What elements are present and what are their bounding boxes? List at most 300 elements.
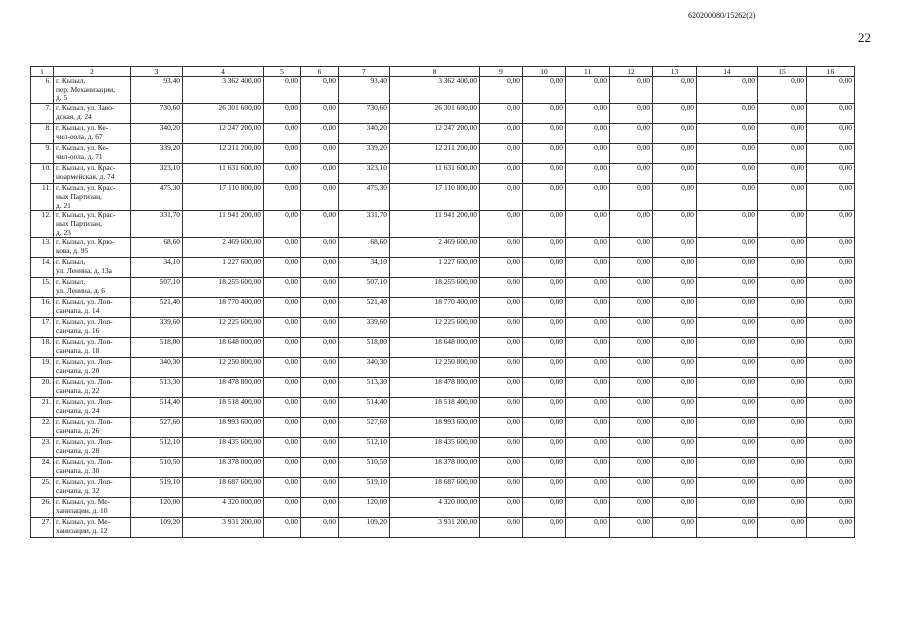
area-cell: 510,50 <box>339 458 390 478</box>
value-cell: 0,00 <box>758 458 807 478</box>
value-cell: 0,00 <box>697 184 758 211</box>
value-cell: 0,00 <box>264 164 301 184</box>
value-cell: 0,00 <box>610 77 653 104</box>
cost-cell: 12 247 200,00 <box>183 124 264 144</box>
value-cell: 0,00 <box>264 238 301 258</box>
value-cell: 0,00 <box>264 458 301 478</box>
cost-cell: 12 225 600,00 <box>390 318 480 338</box>
row-number-cell: 16. <box>31 298 54 318</box>
value-cell: 0,00 <box>653 338 697 358</box>
area-cell: 519,10 <box>339 478 390 498</box>
value-cell: 0,00 <box>523 278 566 298</box>
value-cell: 0,00 <box>480 418 523 438</box>
value-cell: 0,00 <box>523 498 566 518</box>
value-cell: 0,00 <box>758 211 807 238</box>
area-cell: 730,60 <box>131 104 183 124</box>
value-cell: 0,00 <box>480 378 523 398</box>
value-cell: 0,00 <box>523 338 566 358</box>
value-cell: 0,00 <box>653 398 697 418</box>
value-cell: 0,00 <box>758 278 807 298</box>
table-row <box>31 498 855 518</box>
value-cell: 0,00 <box>264 318 301 338</box>
value-cell: 0,00 <box>480 438 523 458</box>
value-cell: 0,00 <box>523 124 566 144</box>
table-row <box>31 298 855 318</box>
cost-cell: 2 469 600,00 <box>390 238 480 258</box>
value-cell: 0,00 <box>653 478 697 498</box>
value-cell: 0,00 <box>610 478 653 498</box>
value-cell: 0,00 <box>566 258 610 278</box>
value-cell: 0,00 <box>523 418 566 438</box>
value-cell: 0,00 <box>610 358 653 378</box>
table-row <box>31 164 855 184</box>
value-cell: 0,00 <box>566 498 610 518</box>
value-cell: 0,00 <box>807 378 855 398</box>
area-cell: 331,70 <box>339 211 390 238</box>
value-cell: 0,00 <box>566 418 610 438</box>
area-cell: 34,10 <box>131 258 183 278</box>
value-cell: 0,00 <box>301 104 339 124</box>
address-cell: г. Кызыл, ул. Ке- чил-оола, д. 71 <box>54 144 131 164</box>
address-cell: г. Кызыл, ул. Ленина, д. 13а <box>54 258 131 278</box>
value-cell: 0,00 <box>264 104 301 124</box>
value-cell: 0,00 <box>758 124 807 144</box>
value-cell: 0,00 <box>610 144 653 164</box>
value-cell: 0,00 <box>807 278 855 298</box>
table-row <box>31 184 855 211</box>
table-row <box>31 478 855 498</box>
cost-cell: 11 941 200,00 <box>390 211 480 238</box>
value-cell: 0,00 <box>610 278 653 298</box>
value-cell: 0,00 <box>610 184 653 211</box>
value-cell: 0,00 <box>807 211 855 238</box>
value-cell: 0,00 <box>697 438 758 458</box>
value-cell: 0,00 <box>301 438 339 458</box>
value-cell: 0,00 <box>758 144 807 164</box>
cost-cell: 11 941 200,00 <box>183 211 264 238</box>
value-cell: 0,00 <box>610 438 653 458</box>
area-cell: 68,60 <box>339 238 390 258</box>
value-cell: 0,00 <box>480 338 523 358</box>
value-cell: 0,00 <box>610 211 653 238</box>
value-cell: 0,00 <box>807 458 855 478</box>
value-cell: 0,00 <box>523 318 566 338</box>
column-header: 2 <box>54 67 131 77</box>
value-cell: 0,00 <box>758 478 807 498</box>
value-cell: 0,00 <box>697 211 758 238</box>
cost-cell: 18 478 800,00 <box>390 378 480 398</box>
value-cell: 0,00 <box>758 258 807 278</box>
cost-cell: 1 227 600,00 <box>390 258 480 278</box>
column-header: 16 <box>807 67 855 77</box>
value-cell: 0,00 <box>697 238 758 258</box>
cost-cell: 18 648 000,00 <box>390 338 480 358</box>
address-cell: г. Кызыл, ул. Ме- ханизации, д. 12 <box>54 518 131 538</box>
value-cell: 0,00 <box>566 184 610 211</box>
column-number-row <box>31 67 855 77</box>
value-cell: 0,00 <box>264 258 301 278</box>
value-cell: 0,00 <box>758 298 807 318</box>
address-cell: г. Кызыл, ул. Крас- ных Партизан, д. 21 <box>54 184 131 211</box>
value-cell: 0,00 <box>807 478 855 498</box>
cost-cell: 18 518 400,00 <box>183 398 264 418</box>
value-cell: 0,00 <box>523 144 566 164</box>
value-cell: 0,00 <box>480 298 523 318</box>
value-cell: 0,00 <box>807 518 855 538</box>
column-header: 3 <box>131 67 183 77</box>
value-cell: 0,00 <box>610 104 653 124</box>
area-cell: 340,30 <box>131 358 183 378</box>
value-cell: 0,00 <box>653 104 697 124</box>
value-cell: 0,00 <box>653 378 697 398</box>
row-number-cell: 20. <box>31 378 54 398</box>
area-cell: 120,00 <box>339 498 390 518</box>
value-cell: 0,00 <box>610 518 653 538</box>
row-number-cell: 11. <box>31 184 54 211</box>
table-row <box>31 278 855 298</box>
value-cell: 0,00 <box>610 398 653 418</box>
value-cell: 0,00 <box>264 358 301 378</box>
cost-cell: 17 110 800,00 <box>390 184 480 211</box>
address-cell: г. Кызыл, ул. Лоп- санчапа, д. 32 <box>54 478 131 498</box>
value-cell: 0,00 <box>264 278 301 298</box>
area-cell: 120,00 <box>131 498 183 518</box>
value-cell: 0,00 <box>758 418 807 438</box>
value-cell: 0,00 <box>264 418 301 438</box>
area-cell: 518,00 <box>339 338 390 358</box>
area-cell: 512,10 <box>131 438 183 458</box>
value-cell: 0,00 <box>523 478 566 498</box>
cost-cell: 18 648 000,00 <box>183 338 264 358</box>
row-number-cell: 27. <box>31 518 54 538</box>
column-header: 12 <box>610 67 653 77</box>
table-row <box>31 77 855 104</box>
value-cell: 0,00 <box>566 104 610 124</box>
value-cell: 0,00 <box>301 378 339 398</box>
row-number-cell: 23. <box>31 438 54 458</box>
value-cell: 0,00 <box>697 164 758 184</box>
cost-cell: 12 250 800,00 <box>390 358 480 378</box>
cost-cell: 12 250 800,00 <box>183 358 264 378</box>
area-cell: 514,40 <box>131 398 183 418</box>
table-row <box>31 104 855 124</box>
column-header: 8 <box>390 67 480 77</box>
area-cell: 527,60 <box>131 418 183 438</box>
address-cell: г. Кызыл, ул. Крас- ноармейская, д. 74 <box>54 164 131 184</box>
value-cell: 0,00 <box>480 318 523 338</box>
value-cell: 0,00 <box>610 498 653 518</box>
row-number-cell: 9. <box>31 144 54 164</box>
value-cell: 0,00 <box>807 77 855 104</box>
address-cell: г. Кызыл, ул. Лоп- санчапа, д. 22 <box>54 378 131 398</box>
value-cell: 0,00 <box>566 518 610 538</box>
value-cell: 0,00 <box>758 104 807 124</box>
cost-cell: 18 255 600,00 <box>183 278 264 298</box>
value-cell: 0,00 <box>697 498 758 518</box>
column-header: 10 <box>523 67 566 77</box>
value-cell: 0,00 <box>480 104 523 124</box>
value-cell: 0,00 <box>758 498 807 518</box>
value-cell: 0,00 <box>566 478 610 498</box>
value-cell: 0,00 <box>758 438 807 458</box>
address-cell: г. Кызыл, ул. Лоп- санчапа, д. 30 <box>54 458 131 478</box>
value-cell: 0,00 <box>807 258 855 278</box>
value-cell: 0,00 <box>653 458 697 478</box>
area-cell: 507,10 <box>131 278 183 298</box>
area-cell: 323,10 <box>339 164 390 184</box>
area-cell: 340,30 <box>339 358 390 378</box>
value-cell: 0,00 <box>758 398 807 418</box>
address-cell: г. Кызыл, ул. Лоп- санчапа, д. 28 <box>54 438 131 458</box>
cost-cell: 18 378 000,00 <box>183 458 264 478</box>
column-header: 5 <box>264 67 301 77</box>
cost-cell: 3 931 200,00 <box>390 518 480 538</box>
area-cell: 331,70 <box>131 211 183 238</box>
value-cell: 0,00 <box>264 438 301 458</box>
value-cell: 0,00 <box>523 258 566 278</box>
value-cell: 0,00 <box>301 164 339 184</box>
area-cell: 34,10 <box>339 258 390 278</box>
cost-cell: 4 320 000,00 <box>390 498 480 518</box>
area-cell: 507,10 <box>339 278 390 298</box>
value-cell: 0,00 <box>697 77 758 104</box>
area-cell: 93,40 <box>339 77 390 104</box>
value-cell: 0,00 <box>697 458 758 478</box>
value-cell: 0,00 <box>301 338 339 358</box>
register-table <box>30 66 855 538</box>
value-cell: 0,00 <box>264 298 301 318</box>
value-cell: 0,00 <box>523 238 566 258</box>
value-cell: 0,00 <box>301 478 339 498</box>
value-cell: 0,00 <box>566 124 610 144</box>
value-cell: 0,00 <box>480 258 523 278</box>
cost-cell: 18 378 000,00 <box>390 458 480 478</box>
area-cell: 513,30 <box>339 378 390 398</box>
area-cell: 513,30 <box>131 378 183 398</box>
value-cell: 0,00 <box>697 358 758 378</box>
value-cell: 0,00 <box>653 211 697 238</box>
cost-cell: 18 518 400,00 <box>390 398 480 418</box>
value-cell: 0,00 <box>301 278 339 298</box>
cost-cell: 3 362 400,00 <box>183 77 264 104</box>
address-cell: г. Кызыл, пер. Механизации, д. 5 <box>54 77 131 104</box>
area-cell: 521,40 <box>131 298 183 318</box>
value-cell: 0,00 <box>523 298 566 318</box>
value-cell: 0,00 <box>523 164 566 184</box>
value-cell: 0,00 <box>566 211 610 238</box>
value-cell: 0,00 <box>653 498 697 518</box>
row-number-cell: 14. <box>31 258 54 278</box>
table-body <box>31 77 855 538</box>
value-cell: 0,00 <box>566 438 610 458</box>
row-number-cell: 21. <box>31 398 54 418</box>
value-cell: 0,00 <box>653 358 697 378</box>
value-cell: 0,00 <box>653 298 697 318</box>
address-cell: г. Кызыл, ул. Крю- кова, д. 95 <box>54 238 131 258</box>
value-cell: 0,00 <box>807 418 855 438</box>
value-cell: 0,00 <box>807 144 855 164</box>
area-cell: 109,20 <box>339 518 390 538</box>
cost-cell: 12 211 200,00 <box>390 144 480 164</box>
area-cell: 339,60 <box>131 318 183 338</box>
value-cell: 0,00 <box>566 278 610 298</box>
value-cell: 0,00 <box>610 238 653 258</box>
value-cell: 0,00 <box>610 298 653 318</box>
value-cell: 0,00 <box>566 238 610 258</box>
column-header: 6 <box>301 67 339 77</box>
value-cell: 0,00 <box>697 478 758 498</box>
value-cell: 0,00 <box>480 498 523 518</box>
value-cell: 0,00 <box>610 164 653 184</box>
value-cell: 0,00 <box>480 124 523 144</box>
value-cell: 0,00 <box>653 124 697 144</box>
row-number-cell: 13. <box>31 238 54 258</box>
value-cell: 0,00 <box>301 144 339 164</box>
table-row <box>31 518 855 538</box>
value-cell: 0,00 <box>566 458 610 478</box>
cost-cell: 18 687 600,00 <box>390 478 480 498</box>
area-cell: 475,30 <box>339 184 390 211</box>
value-cell: 0,00 <box>807 164 855 184</box>
address-cell: г. Кызыл, ул. Ме- ханизации, д. 10 <box>54 498 131 518</box>
value-cell: 0,00 <box>610 378 653 398</box>
value-cell: 0,00 <box>697 298 758 318</box>
address-cell: г. Кызыл, ул. Лоп- санчапа, д. 20 <box>54 358 131 378</box>
area-cell: 527,60 <box>339 418 390 438</box>
row-number-cell: 25. <box>31 478 54 498</box>
value-cell: 0,00 <box>807 438 855 458</box>
value-cell: 0,00 <box>758 164 807 184</box>
value-cell: 0,00 <box>807 104 855 124</box>
value-cell: 0,00 <box>523 358 566 378</box>
value-cell: 0,00 <box>523 438 566 458</box>
value-cell: 0,00 <box>566 144 610 164</box>
value-cell: 0,00 <box>653 418 697 438</box>
table-row <box>31 378 855 398</box>
value-cell: 0,00 <box>653 238 697 258</box>
cost-cell: 18 993 600,00 <box>390 418 480 438</box>
area-cell: 323,10 <box>131 164 183 184</box>
value-cell: 0,00 <box>264 518 301 538</box>
value-cell: 0,00 <box>301 398 339 418</box>
value-cell: 0,00 <box>807 338 855 358</box>
value-cell: 0,00 <box>264 378 301 398</box>
cost-cell: 26 301 600,00 <box>183 104 264 124</box>
value-cell: 0,00 <box>610 338 653 358</box>
address-cell: г. Кызыл, ул. Лоп- санчапа, д. 24 <box>54 398 131 418</box>
row-number-cell: 10. <box>31 164 54 184</box>
cost-cell: 3 362 400,00 <box>390 77 480 104</box>
value-cell: 0,00 <box>653 318 697 338</box>
value-cell: 0,00 <box>566 318 610 338</box>
value-cell: 0,00 <box>566 358 610 378</box>
value-cell: 0,00 <box>653 77 697 104</box>
value-cell: 0,00 <box>807 298 855 318</box>
area-cell: 514,40 <box>339 398 390 418</box>
address-cell: г. Кызыл, ул. Лоп- санчапа, д. 14 <box>54 298 131 318</box>
column-header: 7 <box>339 67 390 77</box>
value-cell: 0,00 <box>653 438 697 458</box>
value-cell: 0,00 <box>758 378 807 398</box>
cost-cell: 18 435 600,00 <box>390 438 480 458</box>
value-cell: 0,00 <box>653 184 697 211</box>
value-cell: 0,00 <box>566 378 610 398</box>
value-cell: 0,00 <box>301 238 339 258</box>
table-row <box>31 144 855 164</box>
value-cell: 0,00 <box>807 184 855 211</box>
value-cell: 0,00 <box>301 518 339 538</box>
column-header: 11 <box>566 67 610 77</box>
cost-cell: 17 110 800,00 <box>183 184 264 211</box>
area-cell: 109,20 <box>131 518 183 538</box>
table-row <box>31 338 855 358</box>
row-number-cell: 7. <box>31 104 54 124</box>
value-cell: 0,00 <box>807 238 855 258</box>
table-row <box>31 418 855 438</box>
address-cell: г. Кызыл, ул. Заво- дская, д. 24 <box>54 104 131 124</box>
value-cell: 0,00 <box>264 498 301 518</box>
row-number-cell: 6. <box>31 77 54 104</box>
value-cell: 0,00 <box>807 124 855 144</box>
value-cell: 0,00 <box>523 184 566 211</box>
value-cell: 0,00 <box>807 358 855 378</box>
cost-cell: 12 225 600,00 <box>183 318 264 338</box>
cost-cell: 18 770 400,00 <box>390 298 480 318</box>
cost-cell: 12 211 200,00 <box>183 144 264 164</box>
value-cell: 0,00 <box>301 124 339 144</box>
value-cell: 0,00 <box>758 77 807 104</box>
value-cell: 0,00 <box>697 378 758 398</box>
cost-cell: 4 320 000,00 <box>183 498 264 518</box>
value-cell: 0,00 <box>610 124 653 144</box>
value-cell: 0,00 <box>264 144 301 164</box>
value-cell: 0,00 <box>523 458 566 478</box>
value-cell: 0,00 <box>523 518 566 538</box>
table-row <box>31 211 855 238</box>
value-cell: 0,00 <box>610 458 653 478</box>
row-number-cell: 26. <box>31 498 54 518</box>
cost-cell: 12 247 200,00 <box>390 124 480 144</box>
value-cell: 0,00 <box>301 418 339 438</box>
value-cell: 0,00 <box>301 184 339 211</box>
area-cell: 519,10 <box>131 478 183 498</box>
cost-cell: 3 931 200,00 <box>183 518 264 538</box>
row-number-cell: 22. <box>31 418 54 438</box>
value-cell: 0,00 <box>480 211 523 238</box>
area-cell: 475,30 <box>131 184 183 211</box>
value-cell: 0,00 <box>653 258 697 278</box>
row-number-cell: 12. <box>31 211 54 238</box>
row-number-cell: 24. <box>31 458 54 478</box>
row-number-cell: 8. <box>31 124 54 144</box>
value-cell: 0,00 <box>301 458 339 478</box>
value-cell: 0,00 <box>758 318 807 338</box>
value-cell: 0,00 <box>758 338 807 358</box>
value-cell: 0,00 <box>264 124 301 144</box>
address-cell: г. Кызыл, ул. Ке- чил-оола, д. 67 <box>54 124 131 144</box>
value-cell: 0,00 <box>697 144 758 164</box>
cost-cell: 18 993 600,00 <box>183 418 264 438</box>
table-row <box>31 238 855 258</box>
value-cell: 0,00 <box>566 298 610 318</box>
area-cell: 93,40 <box>131 77 183 104</box>
column-header: 13 <box>653 67 697 77</box>
value-cell: 0,00 <box>566 398 610 418</box>
value-cell: 0,00 <box>264 398 301 418</box>
document-id: 620200080/15262(2) <box>688 11 756 20</box>
value-cell: 0,00 <box>301 298 339 318</box>
value-cell: 0,00 <box>653 518 697 538</box>
